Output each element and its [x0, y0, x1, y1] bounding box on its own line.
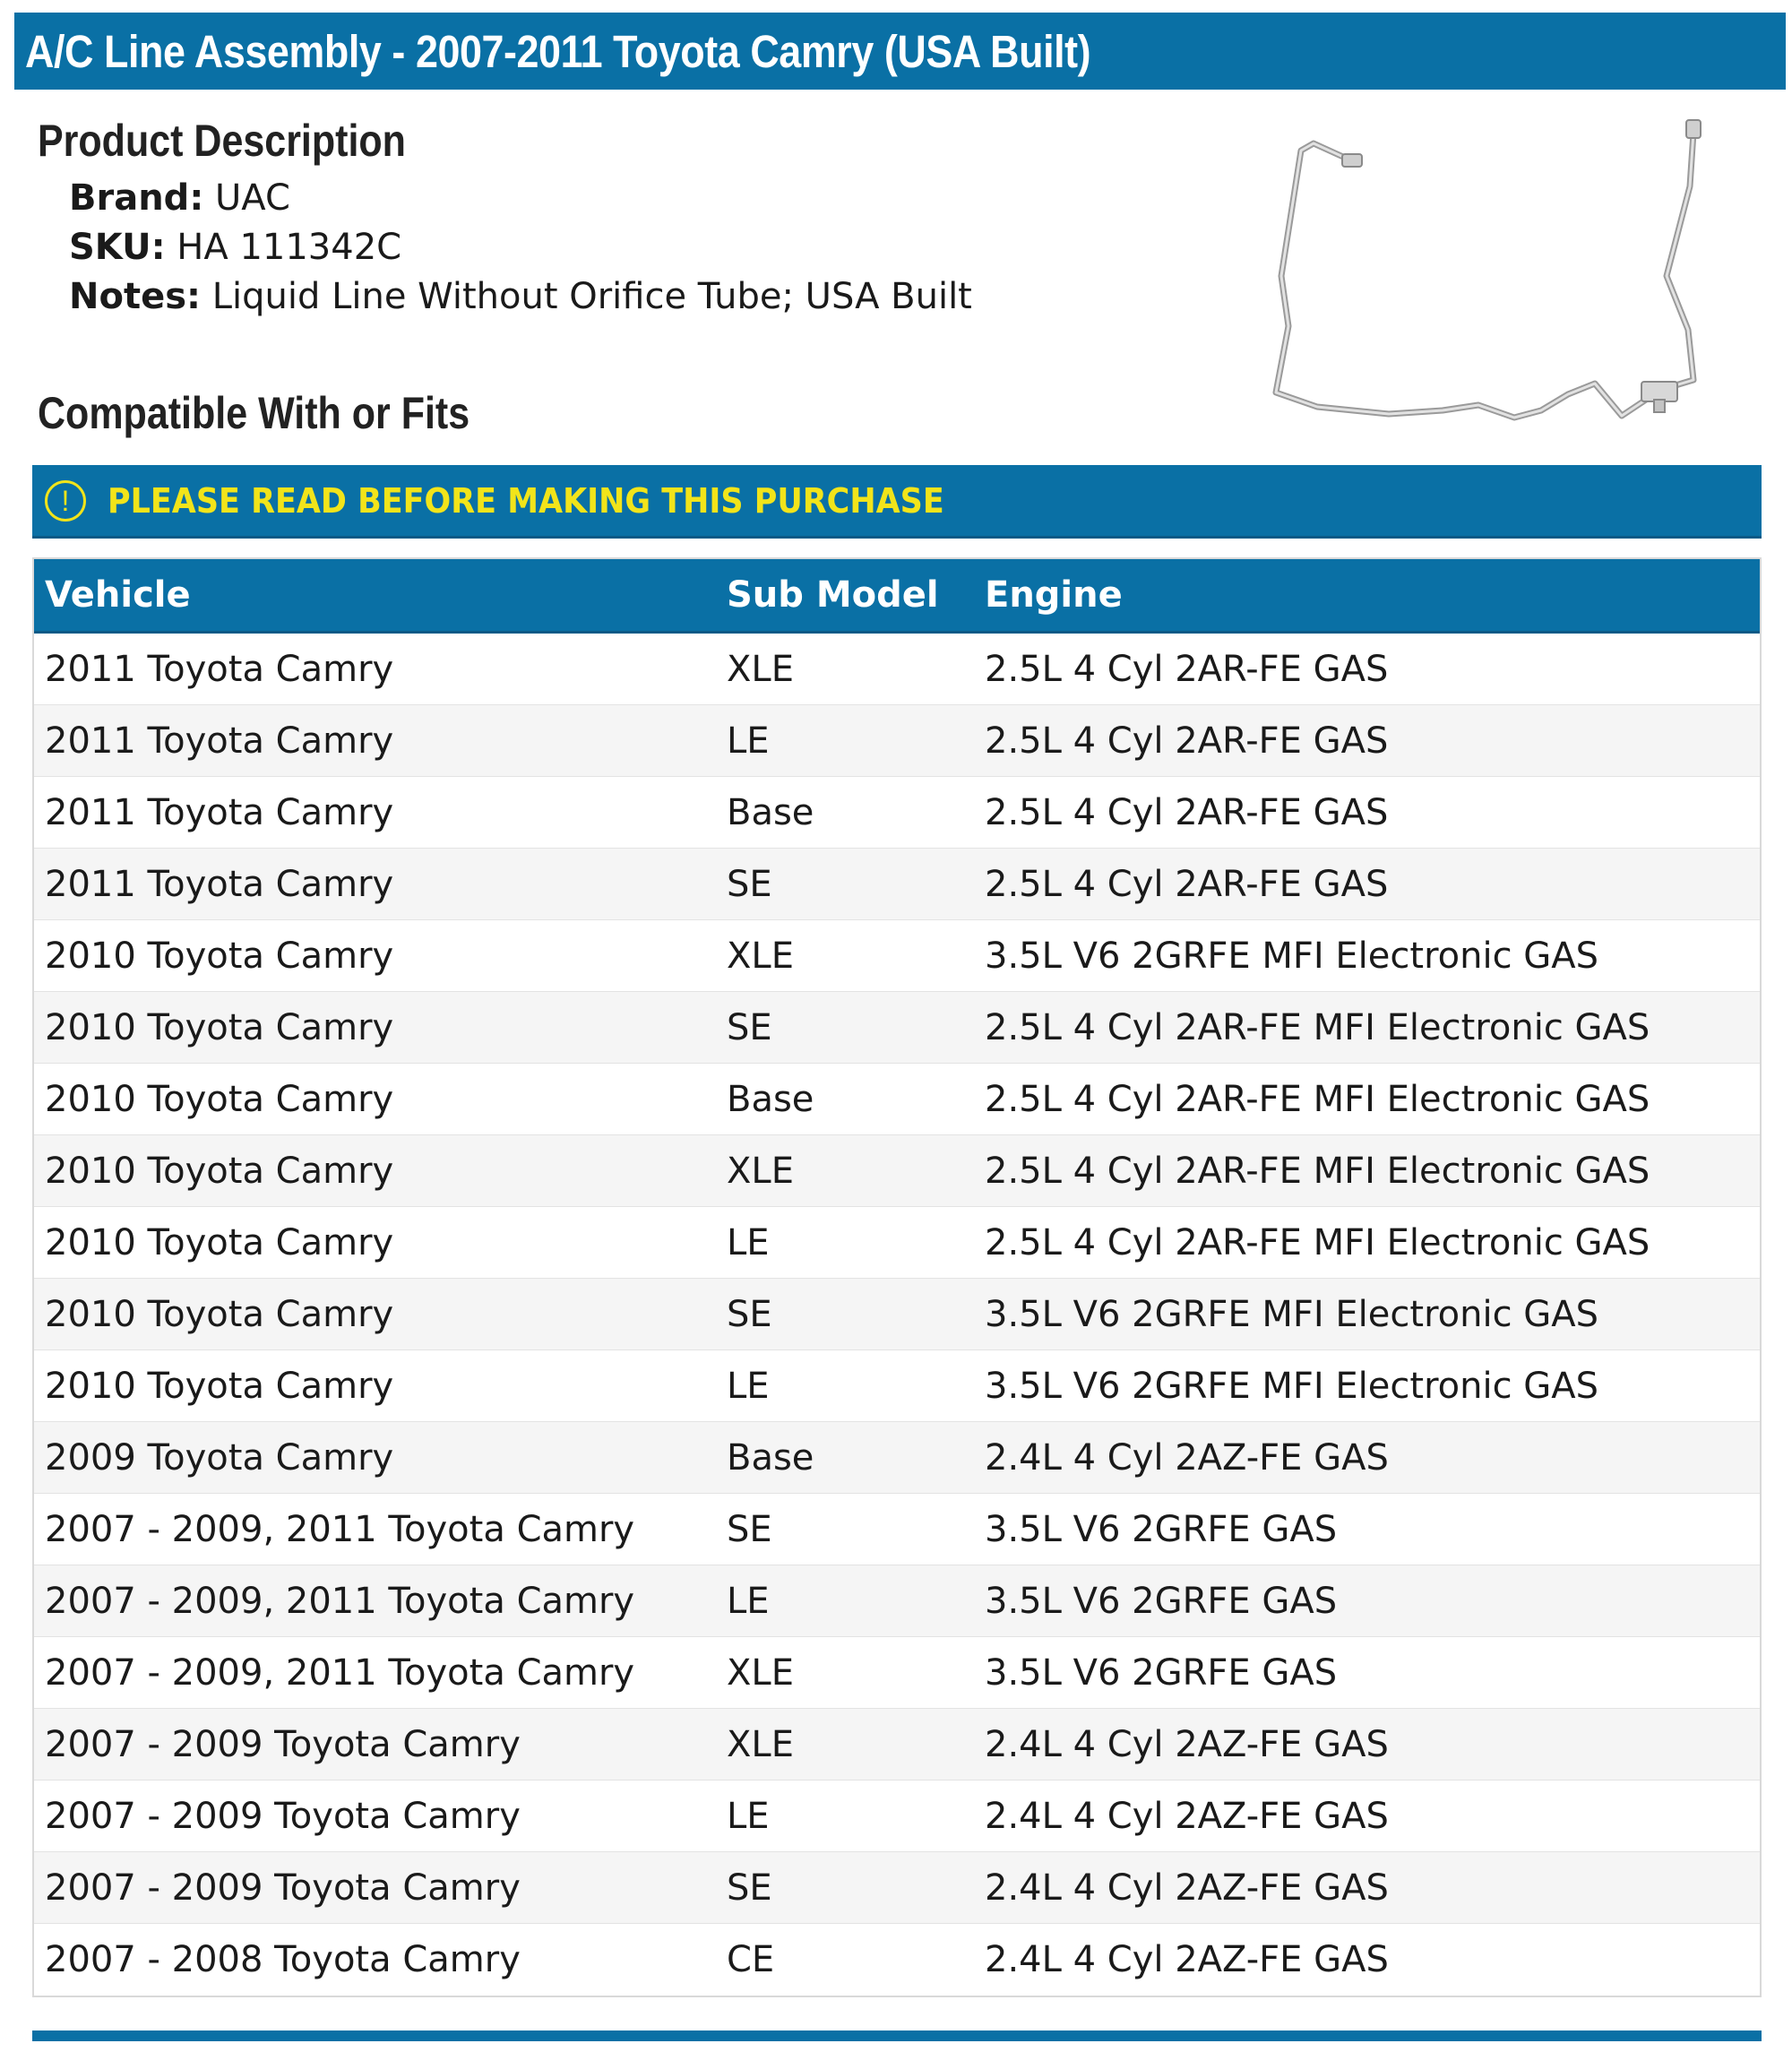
vehicle-cell: 2010 Toyota Camry	[45, 1078, 394, 1120]
vehicle-cell: 2010 Toyota Camry	[45, 1221, 394, 1263]
engine-cell: 2.4L 4 Cyl 2AZ-FE GAS	[985, 1867, 1389, 1909]
vehicle-cell: 2011 Toyota Camry	[45, 863, 394, 905]
engine-cell: 3.5L V6 2GRFE GAS	[985, 1580, 1338, 1622]
vehicle-cell: 2010 Toyota Camry	[45, 1365, 394, 1407]
vehicle-cell: 2007 - 2009, 2011 Toyota Camry	[45, 1651, 635, 1694]
column-header-engine: Engine	[985, 574, 1123, 616]
table-row	[34, 1422, 1760, 1494]
sub-model-cell: Base	[727, 1078, 814, 1120]
column-header-sub-model: Sub Model	[727, 574, 939, 616]
vehicle-cell: 2010 Toyota Camry	[45, 1006, 394, 1048]
bottom-bar	[32, 2030, 1762, 2041]
product-description-heading: Product Description	[38, 116, 406, 166]
notes-value: Liquid Line Without Orifice Tube; USA Built	[211, 276, 972, 317]
vehicle-cell: 2010 Toyota Camry	[45, 1293, 394, 1335]
product-image	[1254, 115, 1720, 446]
sub-model-cell: XLE	[727, 935, 794, 977]
vehicle-cell: 2007 - 2008 Toyota Camry	[45, 1939, 521, 1980]
table-row	[34, 1924, 1760, 1996]
engine-cell: 2.4L 4 Cyl 2AZ-FE GAS	[985, 1795, 1389, 1837]
sku-label: SKU:	[69, 227, 166, 268]
vehicle-cell: 2007 - 2009, 2011 Toyota Camry	[45, 1508, 635, 1550]
sku-value: HA 111342C	[177, 227, 402, 268]
engine-cell: 2.4L 4 Cyl 2AZ-FE GAS	[985, 1436, 1389, 1479]
table-row	[34, 1852, 1760, 1924]
sub-model-cell: XLE	[727, 1651, 794, 1694]
sub-model-cell: LE	[727, 1580, 770, 1622]
sku-line	[69, 227, 401, 268]
vehicle-cell: 2011 Toyota Camry	[45, 648, 394, 690]
vehicle-cell: 2010 Toyota Camry	[45, 935, 394, 977]
sub-model-cell: XLE	[727, 648, 794, 690]
table-row	[34, 1207, 1760, 1279]
brand-line	[69, 177, 290, 219]
vehicle-cell: 2011 Toyota Camry	[45, 791, 394, 833]
engine-cell: 3.5L V6 2GRFE GAS	[985, 1651, 1338, 1694]
purchase-notice	[32, 465, 1762, 539]
sub-model-cell: SE	[727, 1508, 772, 1550]
vehicle-cell: 2007 - 2009 Toyota Camry	[45, 1867, 521, 1909]
engine-cell: 2.4L 4 Cyl 2AZ-FE GAS	[985, 1723, 1389, 1765]
engine-cell: 2.5L 4 Cyl 2AR-FE MFI Electronic GAS	[985, 1006, 1650, 1048]
sub-model-cell: SE	[727, 1867, 772, 1909]
engine-cell: 3.5L V6 2GRFE GAS	[985, 1508, 1338, 1550]
engine-cell: 2.5L 4 Cyl 2AR-FE GAS	[985, 863, 1389, 905]
table-row	[34, 1565, 1760, 1637]
brand-label: Brand:	[69, 177, 204, 219]
engine-cell: 2.5L 4 Cyl 2AR-FE MFI Electronic GAS	[985, 1150, 1650, 1192]
notes-label: Notes:	[69, 276, 202, 317]
vehicle-cell: 2007 - 2009, 2011 Toyota Camry	[45, 1580, 635, 1622]
table-row	[34, 849, 1760, 920]
engine-cell: 2.5L 4 Cyl 2AR-FE MFI Electronic GAS	[985, 1078, 1650, 1120]
table-row	[34, 1135, 1760, 1207]
table-row	[34, 1350, 1760, 1422]
sub-model-cell: XLE	[727, 1723, 794, 1765]
engine-cell: 2.4L 4 Cyl 2AZ-FE GAS	[985, 1939, 1389, 1980]
table-row	[34, 1494, 1760, 1565]
sub-model-cell: Base	[727, 791, 814, 833]
vehicle-cell: 2007 - 2009 Toyota Camry	[45, 1723, 521, 1765]
table-row	[34, 1279, 1760, 1350]
engine-cell: 2.5L 4 Cyl 2AR-FE GAS	[985, 720, 1389, 762]
notice-text: PLEASE READ BEFORE MAKING THIS PURCHASE	[108, 480, 944, 521]
table-row	[34, 1637, 1760, 1709]
sub-model-cell: LE	[727, 1795, 770, 1837]
table-row	[34, 1064, 1760, 1135]
table-row	[34, 634, 1760, 705]
brand-value: UAC	[215, 177, 290, 219]
sub-model-cell: SE	[727, 863, 772, 905]
engine-cell: 3.5L V6 2GRFE MFI Electronic GAS	[985, 935, 1599, 977]
table-row	[34, 777, 1760, 849]
table-header	[34, 559, 1760, 634]
sub-model-cell: Base	[727, 1436, 814, 1479]
page-title: A/C Line Assembly - 2007-2011 Toyota Camry (USA Built)	[25, 25, 1091, 77]
engine-cell: 2.5L 4 Cyl 2AR-FE MFI Electronic GAS	[985, 1221, 1650, 1263]
engine-cell: 3.5L V6 2GRFE MFI Electronic GAS	[985, 1293, 1599, 1335]
sub-model-cell: XLE	[727, 1150, 794, 1192]
vehicle-cell: 2009 Toyota Camry	[45, 1436, 394, 1479]
sub-model-cell: SE	[727, 1006, 772, 1048]
engine-cell: 2.5L 4 Cyl 2AR-FE GAS	[985, 791, 1389, 833]
sub-model-cell: CE	[727, 1939, 775, 1980]
fitment-table	[32, 557, 1762, 1997]
vehicle-cell: 2007 - 2009 Toyota Camry	[45, 1795, 521, 1837]
notes-line	[69, 276, 972, 317]
table-row	[34, 705, 1760, 777]
engine-cell: 2.5L 4 Cyl 2AR-FE GAS	[985, 648, 1389, 690]
table-row	[34, 992, 1760, 1064]
vehicle-cell: 2010 Toyota Camry	[45, 1150, 394, 1192]
column-header-vehicle: Vehicle	[45, 574, 191, 616]
table-body	[34, 634, 1760, 1996]
engine-cell: 3.5L V6 2GRFE MFI Electronic GAS	[985, 1365, 1599, 1407]
compatible-heading: Compatible With or Fits	[38, 388, 470, 438]
title-bar	[14, 13, 1786, 90]
table-row	[34, 920, 1760, 992]
table-row	[34, 1709, 1760, 1780]
table-row	[34, 1780, 1760, 1852]
sub-model-cell: LE	[727, 720, 770, 762]
exclamation-circle-icon: !	[45, 480, 86, 522]
sub-model-cell: LE	[727, 1221, 770, 1263]
sub-model-cell: SE	[727, 1293, 772, 1335]
sub-model-cell: LE	[727, 1365, 770, 1407]
vehicle-cell: 2011 Toyota Camry	[45, 720, 394, 762]
